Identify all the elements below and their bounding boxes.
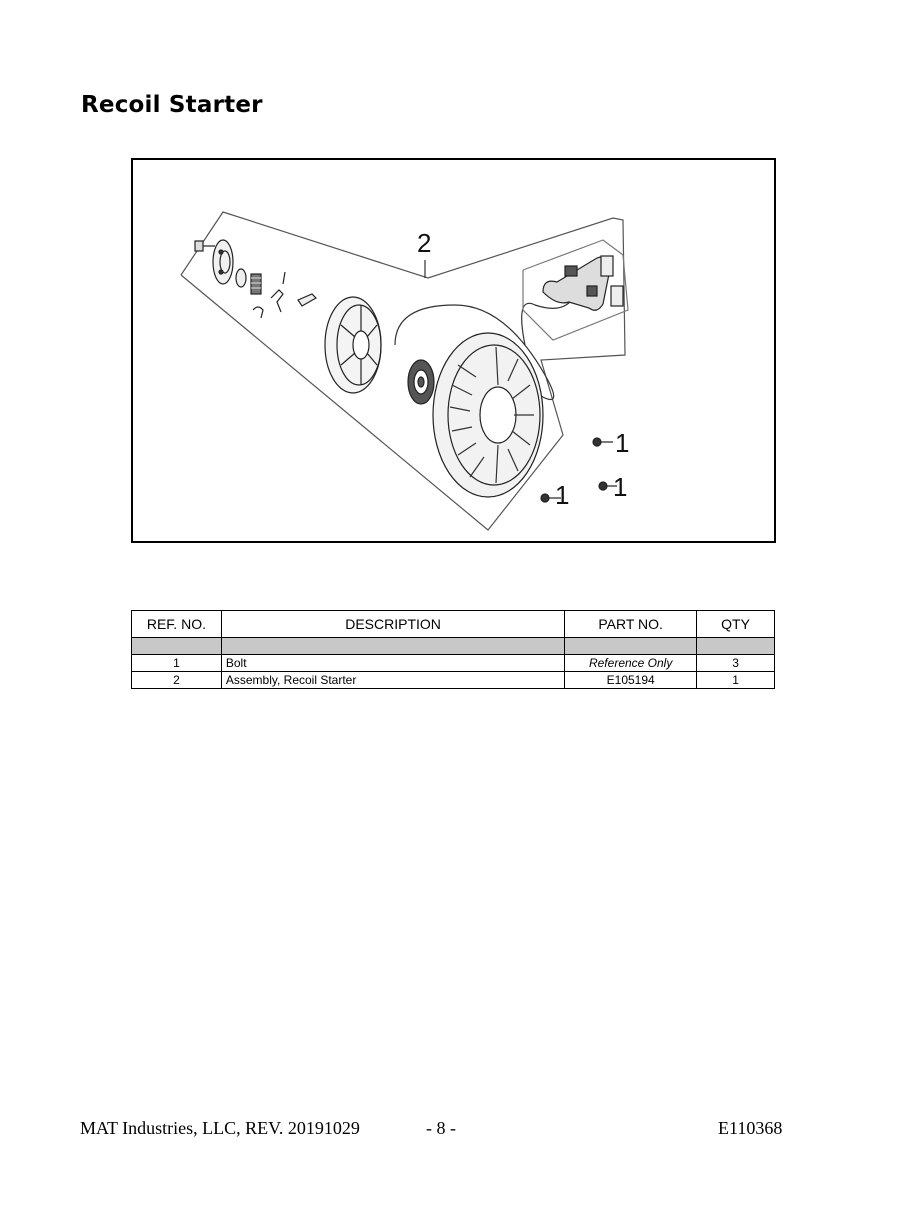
pin-part-icon xyxy=(283,272,285,284)
table-header-row xyxy=(132,611,775,638)
washer-part-icon xyxy=(236,269,246,287)
cell-ref: 1 xyxy=(132,655,222,672)
cell-part-no: Reference Only xyxy=(565,655,697,672)
reel-pulley-icon xyxy=(325,297,381,393)
parts-table xyxy=(131,610,775,689)
table-row xyxy=(132,672,775,689)
footer-document-number: E110368 xyxy=(718,1118,783,1138)
table-spacer-row xyxy=(132,638,775,655)
bolt-part-icon xyxy=(195,241,215,251)
handle-insert-icon-2 xyxy=(611,286,623,306)
handle-insert-icon xyxy=(601,256,613,276)
pawl-part-icon xyxy=(253,307,263,318)
header-ref-no: REF. NO. xyxy=(132,611,222,638)
starter-housing-icon xyxy=(433,333,543,497)
cell-ref: 2 xyxy=(132,672,222,689)
table-row xyxy=(132,655,775,672)
ratchet-pawl-icon xyxy=(271,290,283,312)
spring-part-icon xyxy=(251,274,261,294)
header-description: DESCRIPTION xyxy=(221,611,564,638)
cell-qty: 1 xyxy=(697,672,775,689)
header-part-no: PART NO. xyxy=(565,611,697,638)
footer-company-revision: MAT Industries, LLC, REV. 20191029 xyxy=(80,1118,360,1138)
callout-1-upper: 1 xyxy=(615,428,630,458)
friction-plate-icon xyxy=(213,240,233,284)
footer-page-number: - 8 - xyxy=(426,1118,456,1138)
cell-description: Bolt xyxy=(221,655,564,672)
bolt-icon-1 xyxy=(593,438,613,446)
callout-1-lower-right: 1 xyxy=(613,472,628,502)
recoil-starter-exploded-diagram xyxy=(133,160,774,541)
callout-1-lower-left: 1 xyxy=(555,480,570,510)
coil-spring-icon xyxy=(408,360,434,404)
cell-part-no: E105194 xyxy=(565,672,697,689)
page-title: Recoil Starter xyxy=(81,92,263,118)
callout-2: 2 xyxy=(417,228,432,258)
exploded-diagram-frame xyxy=(131,158,776,543)
ratchet-pawl-icon-2 xyxy=(298,294,316,306)
cell-description: Assembly, Recoil Starter xyxy=(221,672,564,689)
cell-qty: 3 xyxy=(697,655,775,672)
header-qty: QTY xyxy=(697,611,775,638)
